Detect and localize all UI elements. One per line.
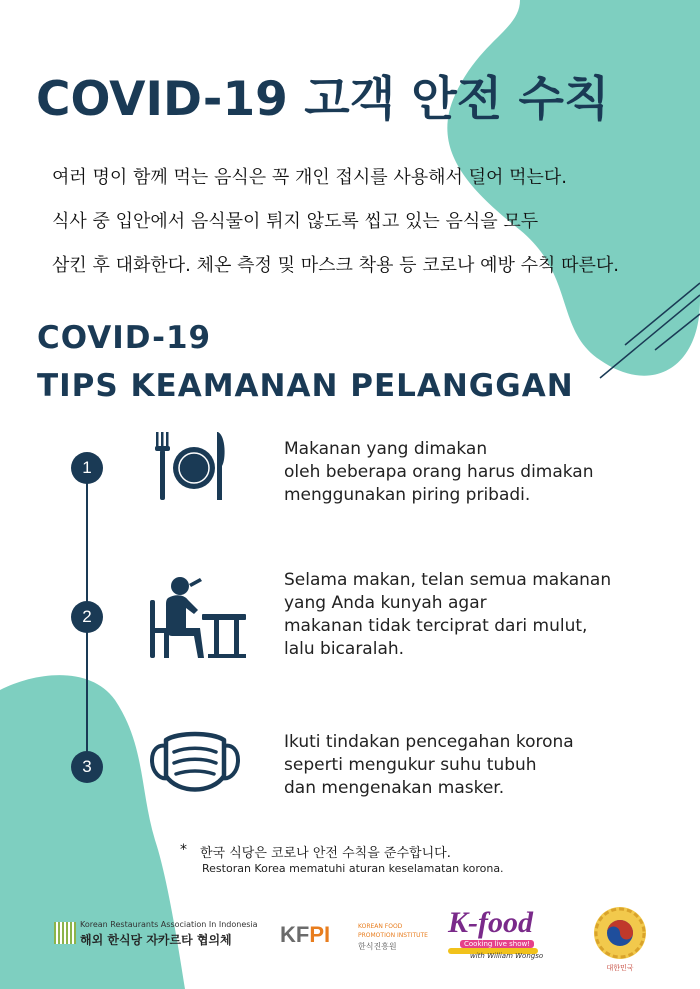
- footnote-korean: 한국 식당은 코로나 안전 수칙을 준수합니다.: [200, 846, 451, 861]
- tip-2-line-3: makanan tidak terciprat dari mulut,: [284, 616, 588, 636]
- tip-1-line-2: oleh beberapa orang harus dimakan: [284, 462, 594, 482]
- tip-2-line-1: Selama makan, telan semua makanan: [284, 570, 612, 590]
- kfpi-logo: [280, 922, 428, 952]
- tip-1-text: [284, 438, 594, 507]
- intro-line-2: 식사 중 입안에서 음식물이 튀지 않도록 씹고 있는 음식을 모두: [52, 211, 539, 232]
- tip-2-text: [284, 569, 611, 661]
- tip-2-line-4: lalu bicaralah.: [284, 639, 405, 659]
- kfood-with: with William Wongso: [470, 952, 544, 960]
- subtitle-line-1: COVID-19: [37, 320, 212, 356]
- tip-1-line-3: menggunakan piring pribadi.: [284, 485, 531, 505]
- kfood-logo: [448, 906, 548, 964]
- kfpi-mark: KFPI: [280, 922, 331, 947]
- kra-logo: [54, 918, 258, 950]
- face-mask-icon: [148, 728, 242, 800]
- footnote-mark: *: [180, 842, 187, 858]
- kfood-tagline: Cooking live show!: [460, 940, 534, 948]
- tip-2-number: 2: [71, 601, 103, 633]
- kfpi-line-1: KOREAN FOOD: [358, 923, 403, 930]
- tip-3-line-2: seperti mengukur suhu tubuh: [284, 755, 537, 775]
- tip-3-text: [284, 731, 574, 800]
- intro-line-1: 여러 명이 함께 먹는 음식은 꼭 개인 접시를 사용해서 덜어 먹는다.: [52, 167, 568, 188]
- tip-2-line-2: yang Anda kunyah agar: [284, 593, 487, 613]
- plate-fork-knife-icon: [152, 430, 232, 502]
- kfpi-line-2: PROMOTION INSTITUTE: [358, 932, 428, 939]
- subtitle-line-2: TIPS KEAMANAN PELANGGAN: [37, 368, 574, 404]
- page-title: COVID-19 고객 안전 수칙: [36, 72, 610, 127]
- tip-3-number: 3: [71, 751, 103, 783]
- person-eating-icon: [148, 572, 248, 662]
- tip-1-number: 1: [71, 452, 103, 484]
- kra-name-ko: 해외 한식당 자카르타 협의체: [80, 933, 232, 947]
- kra-name-en: Korean Restaurants Association In Indonesia: [80, 920, 258, 929]
- kfpi-name-ko: 한식진흥원: [358, 942, 397, 951]
- seal-text: 대한민국: [606, 964, 634, 972]
- kfood-wordmark: K-food: [448, 906, 533, 939]
- taegeuk-seal-icon: [592, 905, 648, 963]
- tip-3-line-1: Ikuti tindakan pencegahan korona: [284, 732, 574, 752]
- intro-line-3: 삼킨 후 대화한다. 체온 측정 및 마스크 착용 등 코로나 예방 수칙 따른다.: [52, 255, 619, 276]
- footnote-indonesian: Restoran Korea mematuhi aturan keselamatan korona.: [202, 862, 504, 875]
- kra-grid-icon: [54, 922, 76, 944]
- tip-1-line-1: Makanan yang dimakan: [284, 439, 488, 459]
- korea-seal: [592, 905, 648, 973]
- tip-3-line-3: dan mengenakan masker.: [284, 778, 505, 798]
